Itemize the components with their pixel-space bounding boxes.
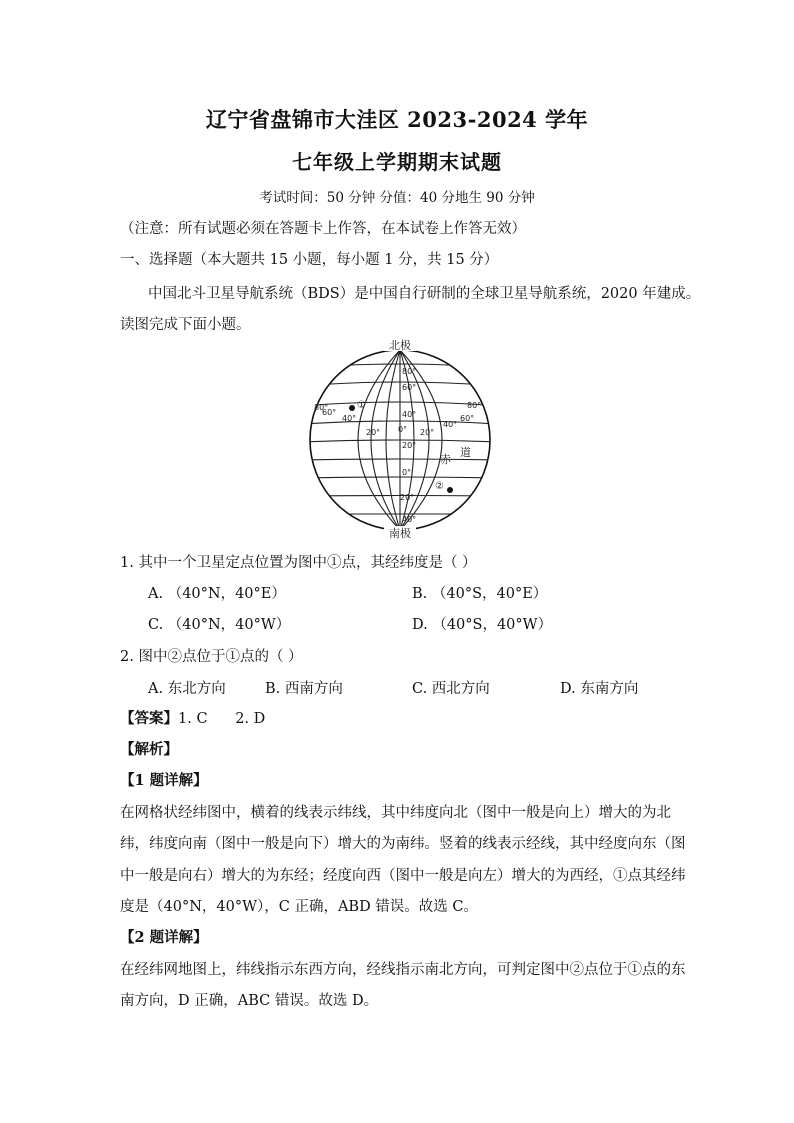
section-heading: 一、选择题（本大题共 15 小题，每小题 1 分，共 15 分） xyxy=(120,252,499,268)
q2-analysis-line-2: 南方向，D 正确，ABC 错误。故选 D。 xyxy=(120,993,379,1009)
lat-label-60n: 60° xyxy=(402,383,417,392)
lon-label-20e: 20° xyxy=(420,428,435,437)
q2-option-c: C. 西北方向 xyxy=(412,681,490,697)
q2-option-d: D. 东南方向 xyxy=(560,681,639,697)
q1-analysis-line-4: 度是（40°N，40°W），C 正确，ABD 错误。故选 C。 xyxy=(120,899,479,915)
lat-label-40n: 40° xyxy=(402,410,417,419)
q1-option-c: C. （40°N，40°W） xyxy=(148,617,291,633)
answer-label: 【答案】 xyxy=(120,710,178,727)
analysis-label: 【解析】 xyxy=(120,741,178,758)
globe-graticule-figure xyxy=(302,336,498,540)
point-1-marker xyxy=(349,405,355,411)
q1-option-d: D. （40°S，40°W） xyxy=(412,617,553,633)
q1-analysis-line-3: 中一般是向右）增大的为东经；经度向西（图中一般是向左）增大的为西经，①点其经纬 xyxy=(120,868,686,884)
question-1-stem: 1. 其中一个卫星定点位置为图中①点，其经纬度是（ ） xyxy=(120,555,477,571)
q1-analysis-line-1: 在网格状经纬图中，横着的线表示纬线，其中纬度向北（图中一般是向上）增大的为北 xyxy=(120,805,671,821)
notice: （注意：所有试题必须在答题卡上作答，在本试卷上作答无效） xyxy=(120,221,526,237)
point-2-label: ② xyxy=(435,481,444,492)
north-pole-label: 北极 xyxy=(389,339,411,352)
south-pole-label: 南极 xyxy=(389,527,411,540)
point-1-label: ① xyxy=(357,400,366,411)
lat-label-20n: 20° xyxy=(402,441,417,450)
q2-option-a: A. 东北方向 xyxy=(148,681,226,697)
point-2-marker xyxy=(447,487,453,493)
lon-label-80w: 80° xyxy=(314,403,329,412)
lat-label-20s: 20° xyxy=(400,493,415,502)
q1-option-a: A. （40°N，40°E） xyxy=(148,586,286,602)
lon-label-40w: 40° xyxy=(342,414,357,423)
intro-line-2: 读图完成下面小题。 xyxy=(120,317,251,333)
q1-option-b: B. （40°S，40°E） xyxy=(412,586,548,602)
question-2-stem: 2. 图中②点位于①点的（ ） xyxy=(120,649,303,665)
q1-analysis-line-2: 纬，纬度向南（图中一般是向下）增大的为南纬。竖着的线表示经线，其中经度向东（图 xyxy=(120,836,686,852)
q2-analysis-label: 【2 题详解】 xyxy=(120,929,208,946)
equator-char-2: 道 xyxy=(460,446,471,459)
exam-info: 考试时间：50 分钟 分值：40 分地生 90 分钟 xyxy=(259,190,535,206)
answer-line xyxy=(120,707,265,728)
equator-char-1: 赤 xyxy=(440,453,451,466)
q2-analysis-line-1: 在经纬网地图上，纬线指示东西方向，经线指示南北方向，可判定图中②点位于①点的东 xyxy=(120,962,686,978)
answer-text: 1. C 2. D xyxy=(178,711,266,727)
lon-label-60e: 60° xyxy=(460,414,475,423)
lon-label-20w: 20° xyxy=(366,428,381,437)
center-lon-label: 0° xyxy=(398,425,408,434)
lat-label-80n: 80° xyxy=(402,367,417,376)
lat-label-0: 0° xyxy=(402,468,412,477)
lon-label-80e: 80° xyxy=(467,401,482,410)
lat-label-40s: 40° xyxy=(402,515,417,524)
q1-analysis-label: 【1 题详解】 xyxy=(120,772,208,789)
lon-label-40e: 40° xyxy=(443,420,458,429)
title-line-1: 辽宁省盘锦市大洼区 2023-2024 学年 xyxy=(205,107,589,132)
q2-option-b: B. 西南方向 xyxy=(265,681,343,697)
lon-label-60w: 60° xyxy=(322,408,337,417)
title-line-2: 七年级上学期期末试题 xyxy=(292,150,502,174)
intro-line-1: 中国北斗卫星导航系统（BDS）是中国自行研制的全球卫星导航系统，2020 年建成。 xyxy=(148,286,701,302)
